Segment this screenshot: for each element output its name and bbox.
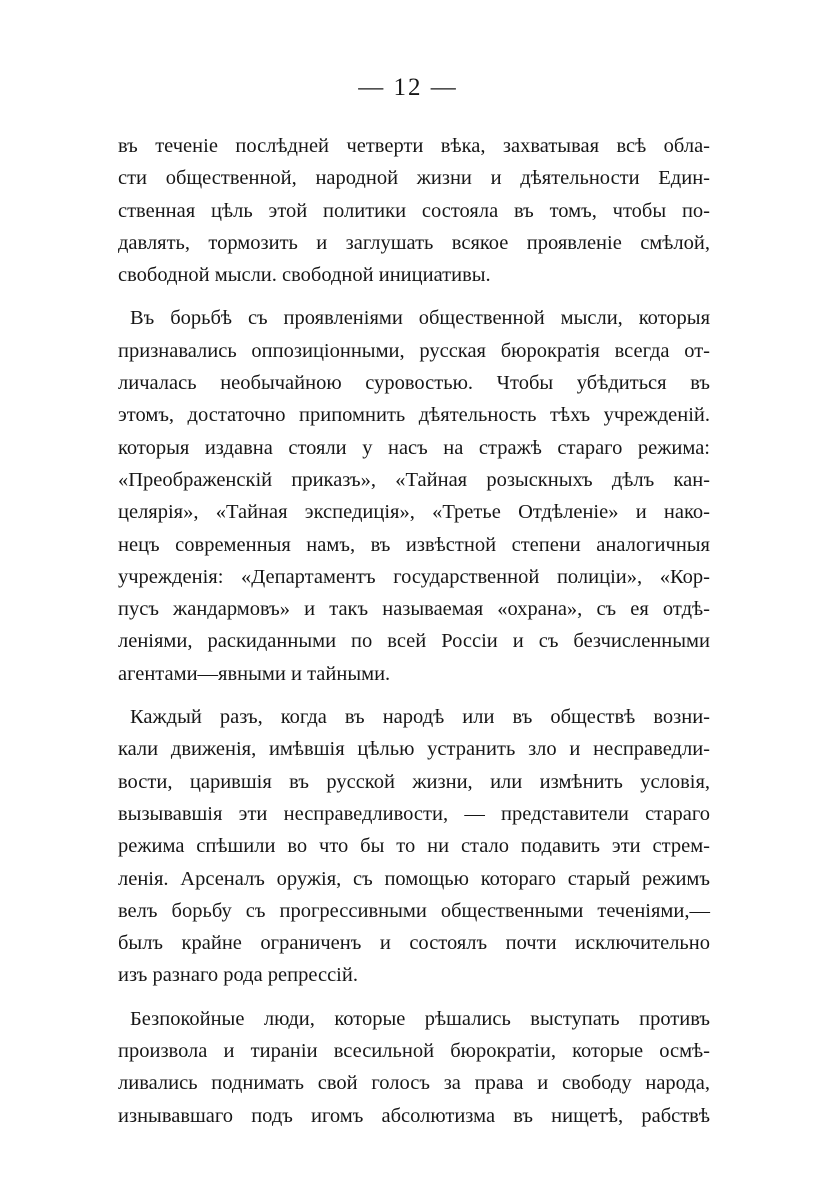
text-line: которыя издавна стояли у насъ на стражѣ стараго режима: xyxy=(118,436,710,459)
text-line: личалась необычайною суровостью. Чтобы убѣдиться въ xyxy=(118,372,710,395)
text-line: ственная цѣль этой политики состояла въ томъ, чтобы по- xyxy=(118,199,710,222)
text-line: въ теченіе послѣдней четверти вѣка, захватывая всѣ обла- xyxy=(118,135,710,157)
text-line: давлять, тормозить и заглушать всякое проявленіе смѣлой, xyxy=(118,231,710,254)
text-line: велъ борьбу съ прогрессивными общественными теченіями,— xyxy=(118,899,710,922)
body-text xyxy=(118,130,710,1132)
paragraph xyxy=(118,1003,710,1132)
paragraph xyxy=(118,701,710,992)
text-line: учрежденія: «Департаментъ государственной полиціи», «Кор- xyxy=(118,565,710,588)
text-line: Въ борьбѣ съ проявленіями общественной мысли, которыя xyxy=(130,307,710,330)
text-line: пусъ жандармовъ» и такъ называемая «охрана», съ ея отдѣ- xyxy=(118,598,710,621)
text-line: режима спѣшили во что бы то ни стало подавить эти стрем- xyxy=(118,835,710,858)
text-line: леніями, раскиданными по всей Россіи и съ безчисленными xyxy=(118,630,710,653)
text-line: изъ разнаго рода репрессій. xyxy=(118,964,358,987)
paragraph xyxy=(118,302,710,690)
text-line: агентами—явными и тайными. xyxy=(118,662,391,685)
text-line: изнывавшаго подъ игомъ абсолютизма въ нищетѣ, рабствѣ xyxy=(118,1104,710,1127)
text-line: сти общественной, народной жизни и дѣятельности Един- xyxy=(118,167,710,190)
text-line: целярія», «Тайная экспедиція», «Третье Отдѣленіе» и нако- xyxy=(118,501,710,524)
text-line: ливались поднимать свой голосъ за права и свободу народа, xyxy=(118,1072,710,1095)
text-line: кали движенія, имѣвшія цѣлью устранить зло и несправедли- xyxy=(118,738,710,761)
text-line: нецъ современныя намъ, въ извѣстной степени аналогичныя xyxy=(118,533,710,556)
text-line: вости, царившія въ русской жизни, или измѣнить условія, xyxy=(118,770,710,793)
text-line: былъ крайне ограниченъ и состоялъ почти исключительно xyxy=(118,932,710,955)
text-line: «Преображенскій приказъ», «Тайная розыскныхъ дѣлъ кан- xyxy=(118,468,710,491)
text-line: ленія. Арсеналъ оружія, съ помощью котораго старый режимъ xyxy=(118,867,710,890)
page-number: — 12 — xyxy=(358,74,458,101)
text-line: этомъ, достаточно припомнить дѣятельность тѣхъ учрежденій. xyxy=(118,404,710,427)
text-line: признавались оппозиціонными, русская бюрократія всегда от- xyxy=(118,339,710,362)
paragraph xyxy=(118,130,710,291)
text-line: свободной мысли. свободной инициативы. xyxy=(118,264,491,287)
text-line: вызывавшія эти несправедливости, — представители стараго xyxy=(118,802,710,825)
text-line: произвола и тираніи всесильной бюрократіи, которые осмѣ- xyxy=(118,1040,710,1063)
text-line: Каждый разъ, когда въ народѣ или въ обществѣ возни- xyxy=(130,706,710,729)
text-line: Безпокойные люди, которые рѣшались выступать противъ xyxy=(130,1007,710,1030)
